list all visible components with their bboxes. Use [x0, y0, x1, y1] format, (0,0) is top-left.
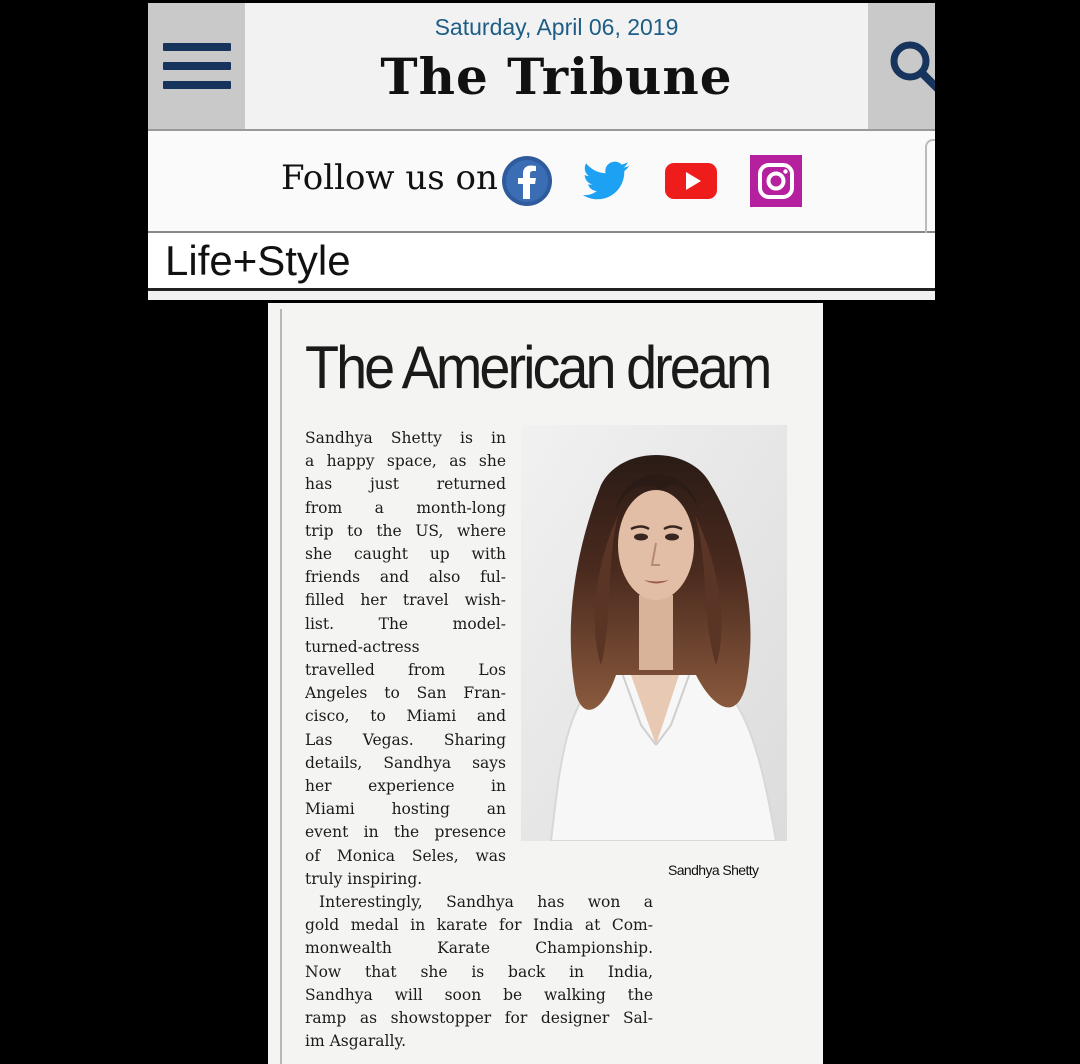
article-text-line: Interestingly, Sandhya has won a: [319, 893, 653, 911]
article-text-line: Miami hosting an: [305, 800, 506, 819]
instagram-icon[interactable]: [750, 155, 802, 207]
article-text-line: monwealth Karate Championship.: [305, 939, 653, 958]
menu-icon-bar: [163, 62, 231, 70]
twitter-icon[interactable]: [581, 155, 633, 207]
article-text-line: has just returned: [305, 475, 506, 494]
header-date: Saturday, April 06, 2019: [434, 14, 679, 40]
facebook-icon[interactable]: [501, 155, 553, 207]
section-bar: [148, 233, 935, 291]
article-text-line: turned-actress: [305, 637, 420, 656]
article-text-line: from a month-long: [305, 498, 506, 517]
article-text-line: Now that she is back in India,: [305, 962, 653, 981]
youtube-icon[interactable]: [665, 155, 717, 207]
article-text-line: Sandhya will soon be walking the: [305, 985, 653, 1004]
follow-bar: [148, 131, 935, 233]
article-text-line: details, Sandhya says: [305, 753, 506, 772]
portrait-photo: [521, 425, 787, 841]
menu-button[interactable]: [148, 3, 245, 129]
search-button[interactable]: [868, 3, 935, 129]
article-text-line: event in the presence: [305, 823, 506, 842]
article-text-line: a happy space, as she: [305, 452, 506, 471]
article-text-line: she caught up with: [305, 545, 506, 563]
divider: [148, 291, 935, 300]
article-text-line: of Monica Seles, was: [305, 846, 506, 865]
menu-icon-bar: [163, 43, 231, 51]
article-headline: The American dream: [305, 334, 770, 401]
article-text-line: Las Vegas. Sharing: [305, 730, 506, 749]
article-text-line: Sandhya Shetty is in: [305, 429, 506, 447]
article-text-line: cisco, to Miami and: [305, 707, 506, 726]
column-rule: [280, 309, 282, 1064]
article-text-line: travelled from Los: [305, 661, 506, 679]
article-text-line: filled her travel wish-: [305, 591, 506, 610]
menu-icon-bar: [163, 81, 231, 89]
article-photo: [521, 425, 787, 841]
article-text-line: ramp as showstopper for designer Sal-: [305, 1009, 653, 1027]
article-text-line: truly inspiring.: [305, 869, 423, 888]
article-text-line: gold medal in karate for India at Com-: [305, 916, 653, 935]
article-text-line: list. The model-: [305, 614, 506, 633]
article-text-line: trip to the US, where: [305, 521, 506, 540]
article-text-line: im Asgarally.: [305, 1032, 407, 1051]
article-text-line: friends and also ful-: [305, 568, 506, 587]
article-clipping: [268, 303, 823, 1064]
section-title[interactable]: Life+Style: [165, 237, 351, 284]
article-text-line: her experience in: [305, 777, 506, 795]
app-header: [148, 3, 935, 131]
follow-label: Follow us on: [281, 158, 498, 198]
article-text-line: Angeles to San Fran-: [305, 684, 506, 703]
masthead-logo[interactable]: The Tribune: [380, 47, 733, 106]
photo-caption: Sandhya Shetty: [668, 862, 759, 878]
search-icon: [868, 3, 935, 129]
divider: [925, 139, 935, 233]
